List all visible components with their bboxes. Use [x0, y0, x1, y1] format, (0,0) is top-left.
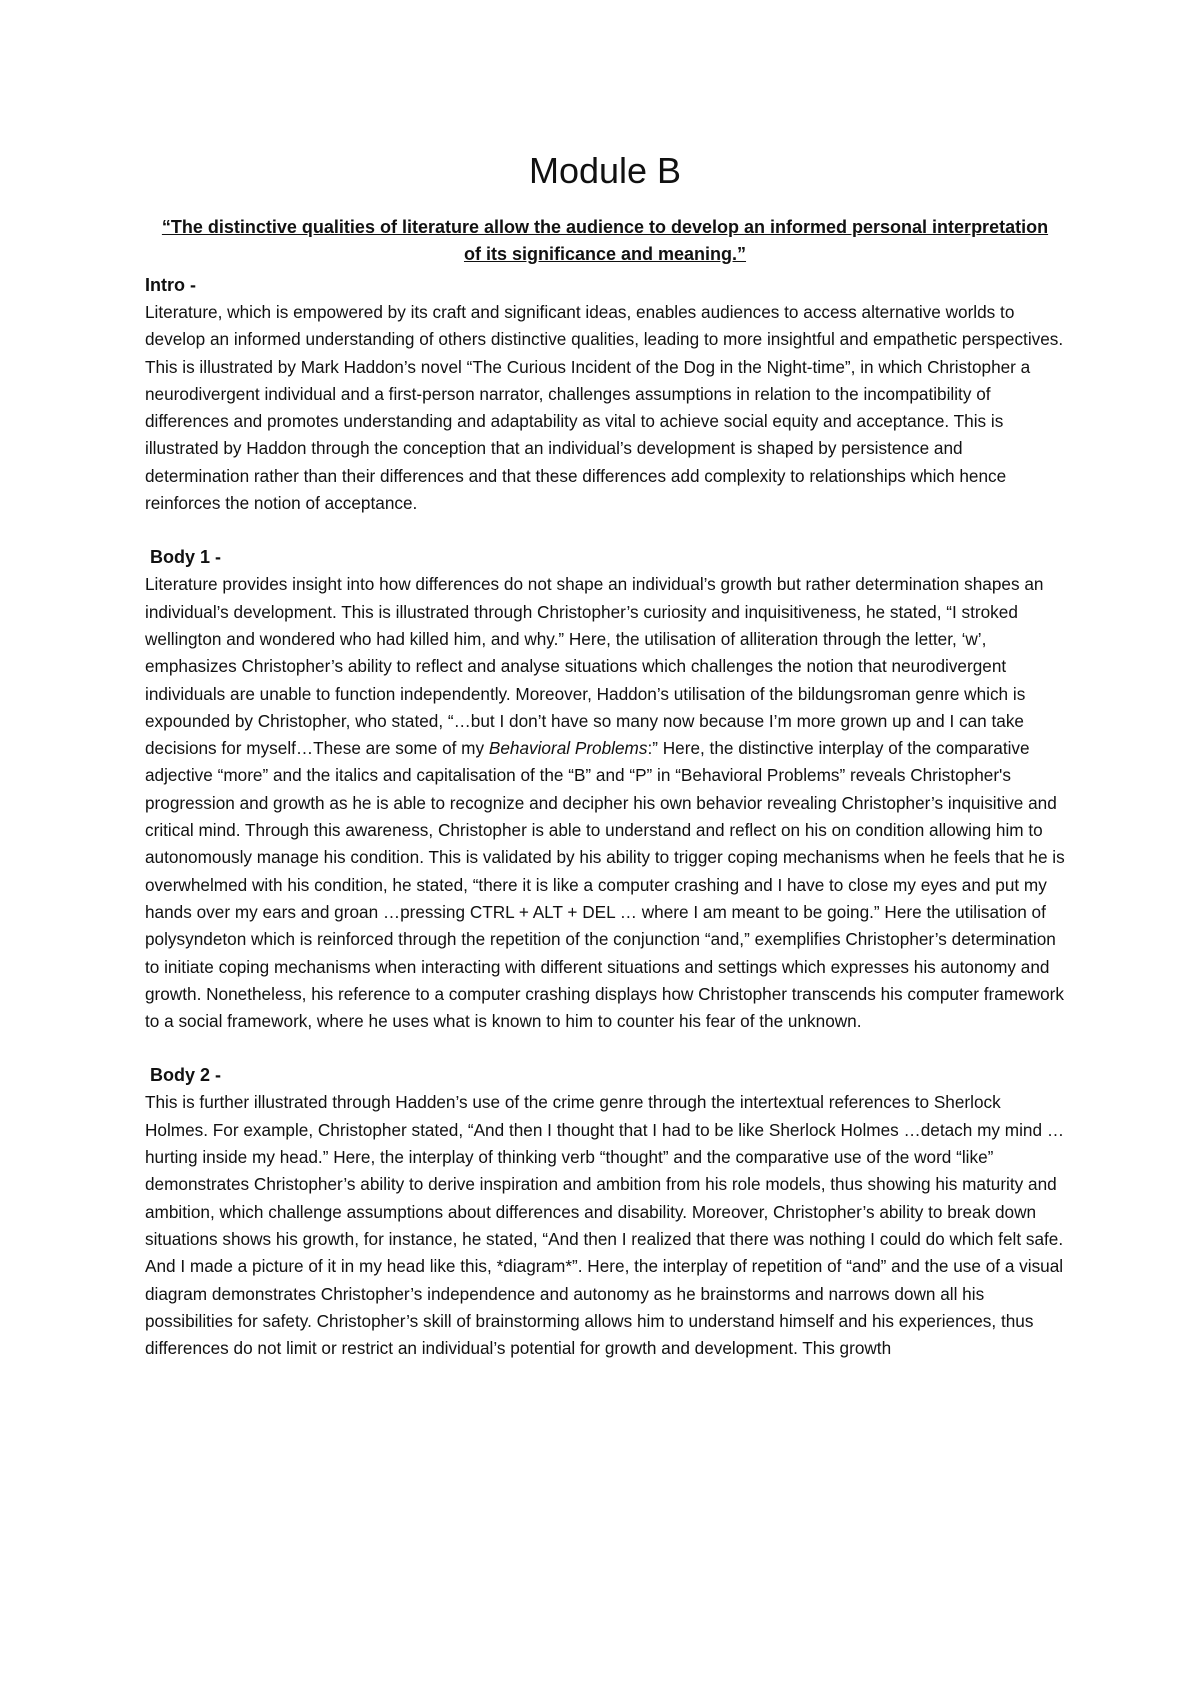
document-page: [145, 150, 1065, 1362]
paragraph-text: :” Here, the distinctive interplay of the comparative adjective “more” and the italics and capitalisation of the “B” and “P” in “Behavioral Problems” reveals Christopher's progression and growth as he is able to recognize and decipher his own behavior revealing Christopher’s inquisitive and critical mind. Through this awareness, Christopher is able to understand and reflect on his on condition allowing him to autonomously manage his condition. This is validated by his ability to trigger coping mechanisms when he feels that he is overwhelmed with his condition, he stated, “there it is like a computer crashing and I have to close my eyes and put my hands over my ears and groan …pressing CTRL + ALT + DEL … where I am meant to be going.” Here the utilisation of polysyndeton which is reinforced through the repetition of the conjunction “and,” exemplifies Christopher’s determination to initiate coping mechanisms when interacting with different situations and settings which expresses his autonomy and growth. Nonetheless, his reference to a computer crashing displays how Christopher transcends his computer framework to a social framework, where he uses what is known to him to counter his fear of the unknown.: [145, 738, 1065, 1032]
section-body-2: [145, 1062, 1065, 1362]
paragraph-spacer: [145, 517, 1065, 544]
document-subtitle: “The distinctive qualities of literature allow the audience to develop an informed personal interpretation of its significance and meaning.”: [161, 217, 1049, 264]
section-paragraph: [145, 571, 1065, 1035]
section-paragraph: Literature, which is empowered by its craft and significant ideas, enables audiences to access alternative worlds to develop an informed understanding of others distinctive qualities, leading to more insightful and empathetic perspectives. This is illustrated by Mark Haddon’s novel “The Curious Incident of the Dog in the Night-time”, in which Christopher a neurodivergent individual and a first-person narrator, challenges assumptions in relation to the incompatibility of differences and promotes understanding and adaptability as vital to achieve social equity and acceptance. This is illustrated by Haddon through the conception that an individual’s development is shaped by persistence and determination rather than their differences and that these differences add complexity to relationships which hence reinforces the notion of acceptance.: [145, 302, 1064, 514]
document-title: Module B: [528, 150, 682, 191]
section-body-1: [145, 544, 1065, 1035]
section-intro: [145, 272, 1065, 517]
section-heading: Intro -: [145, 275, 196, 295]
paragraph-text: Literature provides insight into how differences do not shape an individual’s growth but rather determination shapes an individual’s development. This is illustrated through Christopher’s curiosity and inquisitiveness, he stated, “I stroked wellington and wondered who had killed him, and why.” Here, the utilisation of alliteration through the letter, ‘w’, emphasizes Christopher’s ability to reflect and analyse situations which challenges the notion that neurodivergent individuals are unable to function independently. Moreover, Haddon’s utilisation of the bildungsroman genre which is expounded by Christopher, who stated, “…but I don’t have so many now because I’m more grown up and I can take decisions for myself…These are some of my: [145, 574, 1044, 759]
italic-phrase: Behavioral Problems: [488, 738, 648, 759]
section-heading: Body 1 -: [150, 547, 222, 568]
section-paragraph: This is further illustrated through Hadden’s use of the crime genre through the intertextual references to Sherlock Holmes. For example, Christopher stated, “And then I thought that I had to be like Sherlock Holmes …detach my mind … hurting inside my head.” Here, the interplay of thinking verb “thought” and the comparative use of the word “like” demonstrates Christopher’s ability to derive inspiration and ambition from his role models, thus showing his maturity and ambition, which challenge assumptions about differences and disability. Moreover, Christopher’s ability to break down situations shows his growth, for instance, he stated, “And then I realized that there was nothing I could do which felt safe. And I made a picture of it in my head like this, *diagram*”. Here, the interplay of repetition of “and” and the use of a visual diagram demonstrates Christopher’s independence and autonomy as he brainstorms and narrows down all his possibilities for safety. Christopher’s skill of brainstorming allows him to understand himself and his experiences, thus differences do not limit or restrict an individual’s potential for growth and development. This growth: [145, 1092, 1065, 1359]
paragraph-spacer: [145, 1035, 1065, 1062]
section-heading: Body 2 -: [150, 1065, 222, 1086]
